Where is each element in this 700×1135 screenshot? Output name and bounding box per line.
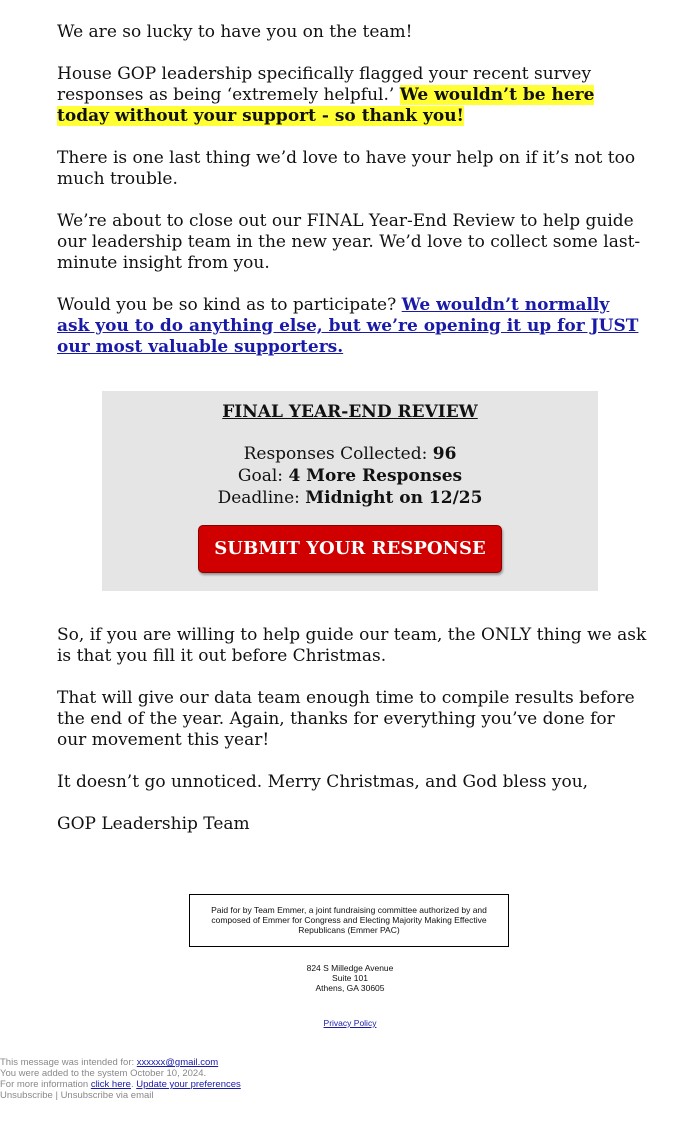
submit-response-button[interactable]: SUBMIT YOUR RESPONSE xyxy=(198,525,502,573)
intended-label: This message was intended for: xyxy=(0,1057,135,1068)
year-end-review-box xyxy=(102,391,598,591)
privacy-policy-link[interactable]: Privacy Policy xyxy=(323,1018,377,1028)
thank-you-highlight: We wouldn’t be here today without your support - so thank you! xyxy=(57,85,595,126)
closing-paragraph-1: So, if you are willing to help guide our team, the ONLY thing we ask is that you fill it out before Christmas. xyxy=(57,625,647,666)
deadline-label: Deadline: xyxy=(217,488,300,508)
deadline-row xyxy=(102,487,598,509)
goal-row xyxy=(102,465,598,487)
participate-link[interactable]: We wouldn’t normally ask you to do anything else, but we’re opening it up for JUST our most valuable supporters. xyxy=(57,295,639,357)
closing-body xyxy=(57,625,647,856)
greeting-paragraph: We are so lucky to have you on the team! xyxy=(57,22,413,42)
year-end-review-paragraph: We’re about to close out our FINAL Year-End Review to help guide our leadership team in the new year. We’d love to collect some last-minute insight from you. xyxy=(57,211,641,273)
address-line-1: 824 S Milledge Avenue xyxy=(306,963,394,973)
participate-text: Would you be so kind as to participate? xyxy=(57,295,397,315)
closing-paragraph-2: That will give our data team enough time to compile results before the end of the year. Again, thanks for everything you’ve done for our movement this year! xyxy=(57,688,635,750)
review-title: FINAL YEAR-END REVIEW xyxy=(222,402,478,422)
unsubscribe-via-email-link[interactable]: Unsubscribe via email xyxy=(60,1090,154,1101)
recipient-email-link[interactable]: xxxxxx@gmail.com xyxy=(136,1057,219,1068)
email-body xyxy=(57,22,647,379)
review-stats xyxy=(102,443,598,509)
deadline-value: Midnight on 12/25 xyxy=(305,488,483,508)
click-here-link[interactable]: click here xyxy=(90,1079,131,1090)
help-request-paragraph: There is one last thing we’d love to have your help on if it’s not too much trouble. xyxy=(57,148,636,189)
mailing-address xyxy=(250,963,450,993)
survey-flag-text: House GOP leadership specifically flagged your recent survey responses as being ‘extremely helpful.’ xyxy=(57,64,592,105)
paid-for-disclaimer: Paid for by Team Emmer, a joint fundraising committee authorized by and composed of Emmer for Congress and Electing Majority Making Effective Republicans (Emmer PAC) xyxy=(189,894,509,947)
goal-label: Goal: xyxy=(237,466,284,486)
responses-label: Responses Collected: xyxy=(243,444,428,464)
responses-value: 96 xyxy=(432,444,457,464)
more-info-row: For more information click here. Update your preferences xyxy=(0,1079,241,1090)
goal-value: 4 More Responses xyxy=(288,466,463,486)
unsubscribe-link[interactable]: Unsubscribe xyxy=(0,1090,53,1101)
privacy-row xyxy=(250,1018,450,1028)
responses-collected-row xyxy=(102,443,598,465)
added-date-text: You were added to the system October 10, 2024. xyxy=(0,1068,207,1079)
participate-paragraph xyxy=(57,295,647,358)
closing-paragraph-3: It doesn’t go unnoticed. Merry Christmas, and God bless you, xyxy=(57,772,589,792)
update-preferences-link[interactable]: Update your preferences xyxy=(136,1079,241,1090)
survey-flag-paragraph xyxy=(57,64,647,127)
email-footer xyxy=(0,1057,400,1101)
address-line-2: Suite 101 xyxy=(332,973,368,983)
unsubscribe-separator: | xyxy=(55,1090,58,1101)
signature: GOP Leadership Team xyxy=(57,814,250,834)
unsubscribe-row xyxy=(0,1090,400,1101)
address-line-3: Athens, GA 30605 xyxy=(315,983,385,993)
intended-for-row xyxy=(0,1057,400,1068)
more-info-text: For more information xyxy=(0,1079,89,1090)
